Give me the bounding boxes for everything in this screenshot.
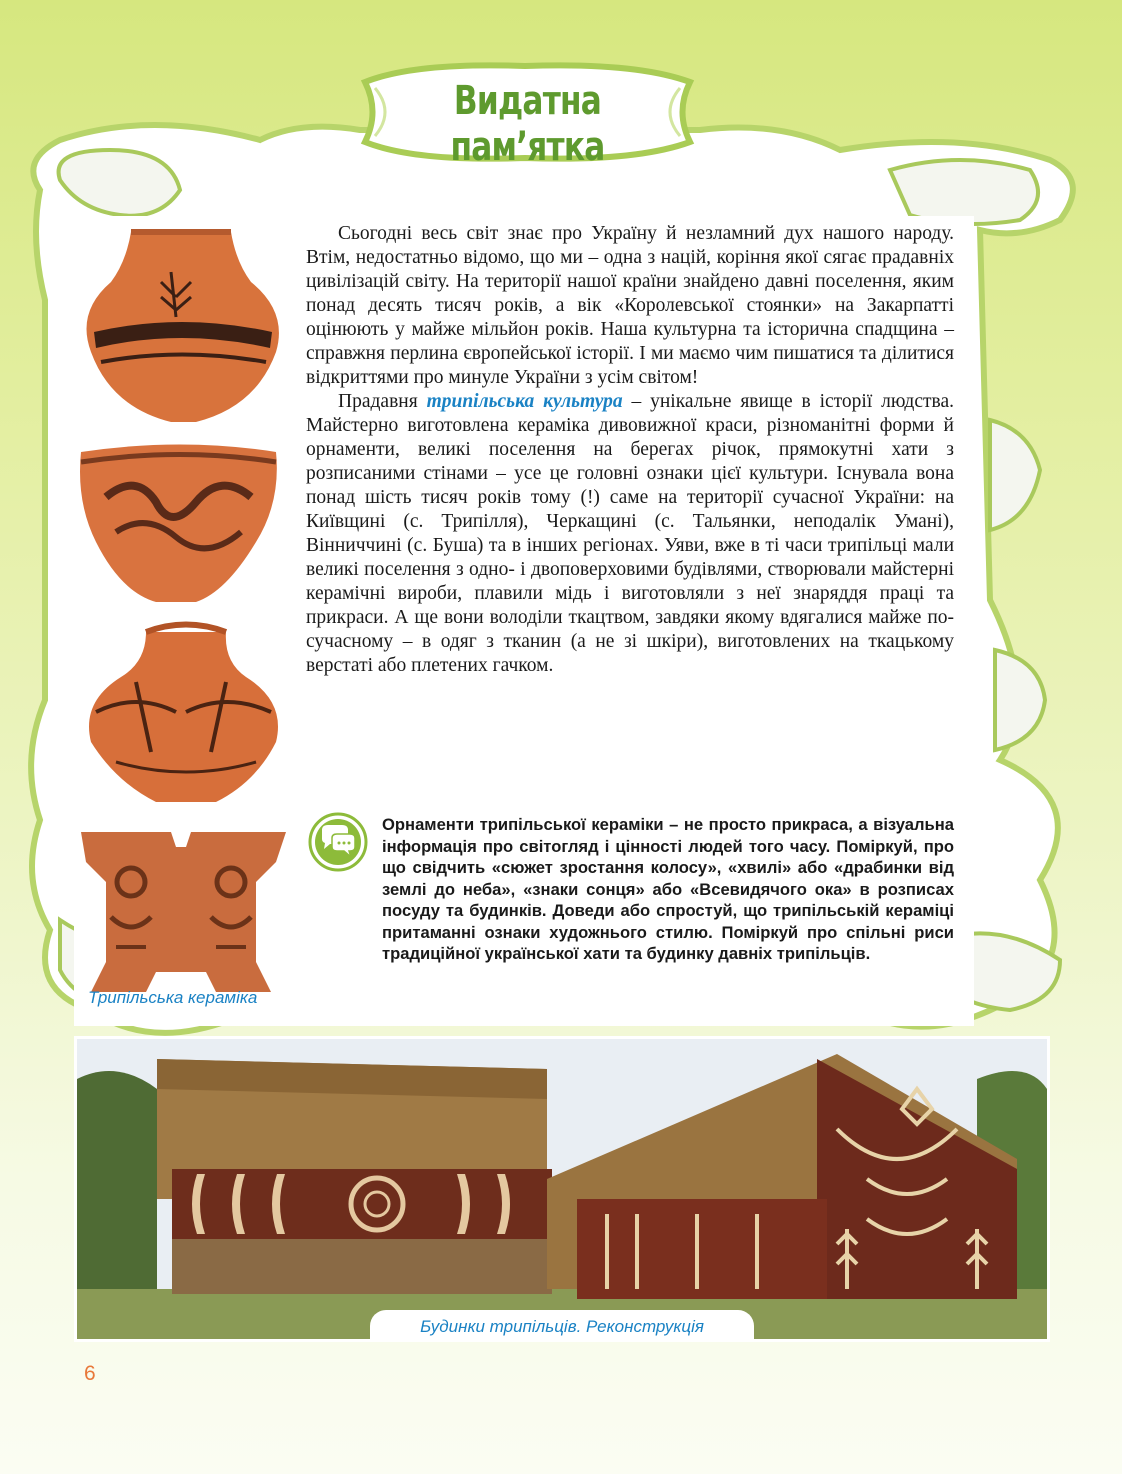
article-text <box>306 222 954 678</box>
pottery-illustrations <box>76 222 288 992</box>
pottery-vessel-3 <box>89 625 278 803</box>
page-number: 6 <box>84 1362 96 1385</box>
houses-caption: Будинки трипільців. Реконструкція <box>370 1310 754 1342</box>
paragraph-2-start: Прадавня <box>338 391 427 412</box>
page-title: Видатна пам’ятка <box>450 78 605 170</box>
pottery-vessel-2 <box>80 445 277 603</box>
key-term-trypillia-culture: трипільська культура <box>426 391 623 412</box>
paragraph-2-rest: – унікальне явище в історії людства. Майстерно виготовлена кераміка дивовижної краси, різноманітні форми й орнаменти, великі поселення на берегах річок, прямокутні хати з розписаними стінами – усе це головні ознаки цієї культури. Існувала вона понад шість тисяч років тому (!) саме на території сучасної України: на Київщині (с. Трипілля), Черкащині (с. Тальянки, неподалік Умані), Вінниччині (с. Буша) та в інших регіонах. Уяви, вже в ті часи трипільці мали великі поселення з одно- і двоповерховими будівлями, створювали майстерні керамічні вироби, плавили мідь і виготовляли з неї знаряддя праці та прикраси. А ще вони володіли ткацтвом, завдяки якому вдягалися майже по-сучасному – в одяг з тканин (а не зі шкіри), виготовлених на ткацькому верстаті або плетених гачком. <box>306 391 954 676</box>
discussion-task-text: Орнаменти трипільської кераміки – не просто прикраса, а візуальна інформація про світогляд і цінності людей того часу. Поміркуй, про що свідчить «сюжет зростання колосу», «хвилі» або «драбинки від землі до неба», «знаки сонця» або «Всевидячого ока» в розписах посуду та будинків. Доведи або спростуй, що трипільській кераміці притаманні ознаки художнього стилю. Поміркуй про спільні риси традиційної української хати та будинку давніх трипільців. <box>382 815 954 963</box>
trypillia-houses-photo <box>77 1039 1047 1339</box>
houses-photo-frame <box>74 1036 1050 1342</box>
pottery-vessel-1 <box>87 232 279 422</box>
article-paragraph-1: Сьогодні весь світ знає про Україну й незламний дух нашого народу. Втім, недостатньо відомо, що ми – одна з націй, коріння якої сягає прадавніх цивілізацій світу. На території нашої країни знайдено давні поселення, яким понад десять тисяч років, а вік «Королевської стоянки» на Закарпатті оцінюють у майже мільйон років. Наша культурна та історична спадщина – справжня перлина європейської історії. І ми маємо чим пишатися та ділитися відкриттями про минуле України з усім світом! <box>306 223 954 388</box>
article-paragraph-2 <box>306 390 954 678</box>
pottery-caption: Трипільська кераміка <box>88 988 258 1007</box>
discussion-bubbles-icon <box>308 812 368 872</box>
pottery-binocular-vessel <box>81 832 286 992</box>
